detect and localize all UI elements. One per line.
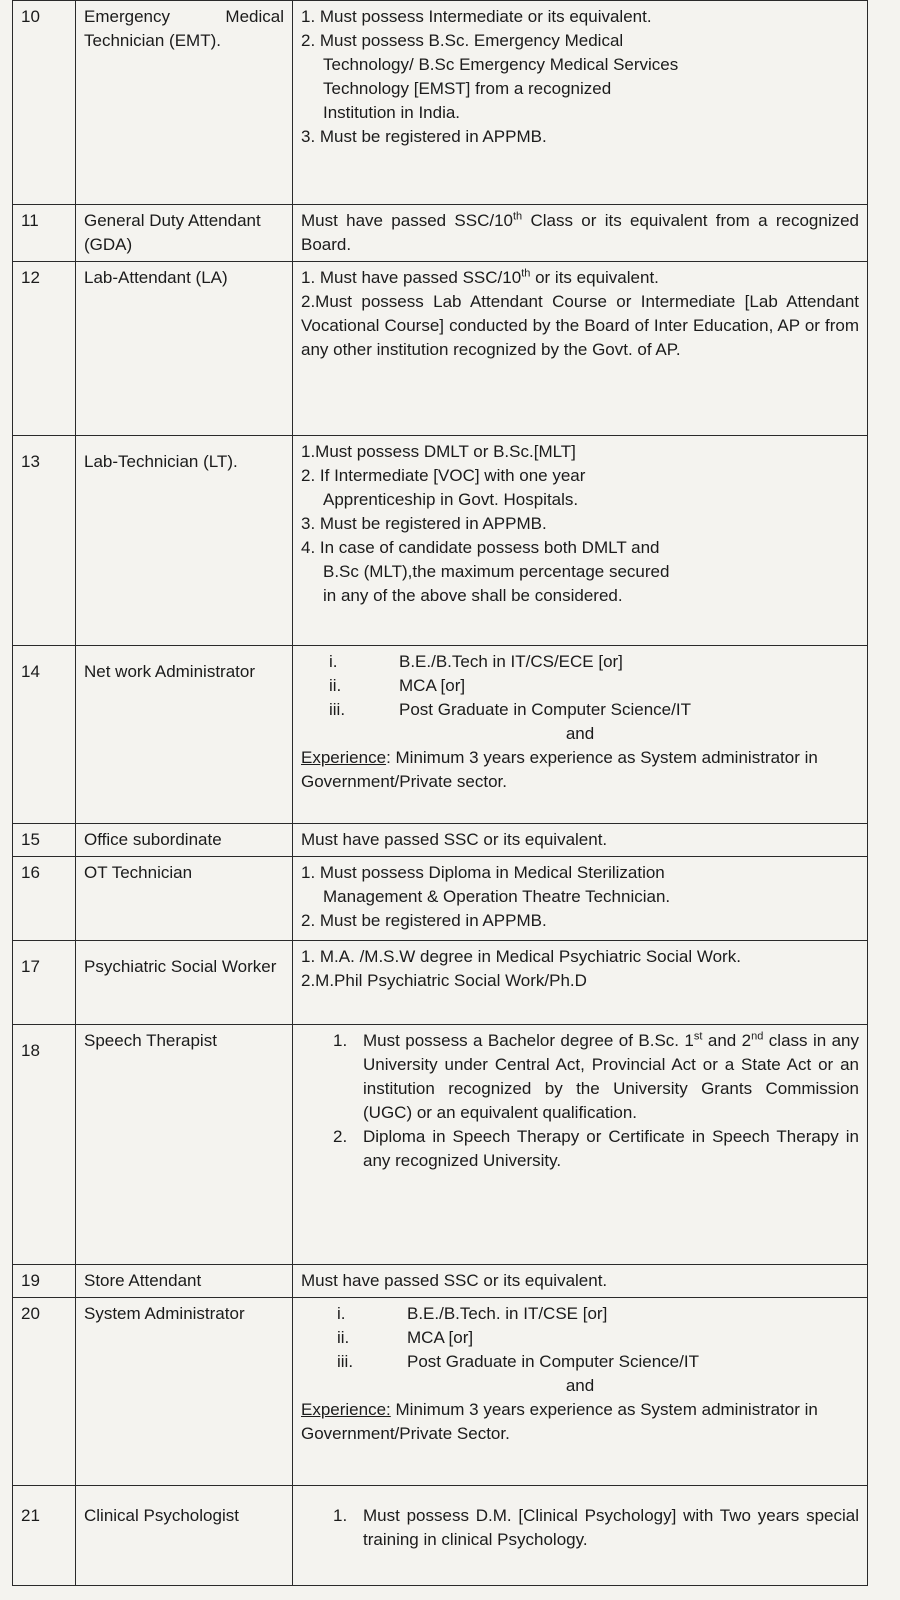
table-row [13, 857, 868, 941]
table-row [13, 205, 868, 262]
post-name: OT Technician [76, 857, 293, 941]
table-row [13, 824, 868, 857]
table-row [13, 646, 868, 824]
table-row [13, 1298, 868, 1486]
serial-number: 14 [13, 646, 76, 824]
table-row [13, 436, 868, 646]
qualification: 1. Must possess a Bachelor degree of B.Sc. 1st and 2nd class in any University under Central Act, Provincial Act or a State Act or an institution recognized by the University Grants Commission (UGC) or an equivalent qualification. 2. Diploma in Speech Therapy or Certificate in Speech Therapy in any recognized University. [293, 1025, 868, 1265]
serial-number: 15 [13, 824, 76, 857]
table-row [13, 262, 868, 436]
qualification: 1. M.A. /M.S.W degree in Medical Psychiatric Social Work. 2.M.Phil Psychiatric Social Work/Ph.D [293, 941, 868, 1025]
post-name: Office subordinate [76, 824, 293, 857]
post-name: Lab-Attendant (LA) [76, 262, 293, 436]
qualification-table [12, 0, 868, 1586]
qualification: 1. Must have passed SSC/10th or its equivalent. 2.Must possess Lab Attendant Course or Intermediate [Lab Attendant Vocational Course] conducted by the Board of Inter Education, AP or from any other institution recognized by the Govt. of AP. [293, 262, 868, 436]
post-name: System Administrator [76, 1298, 293, 1486]
table-row [13, 1, 868, 205]
serial-number: 17 [13, 941, 76, 1025]
qualification: i. B.E./B.Tech in IT/CS/ECE [or] ii. MCA [or] iii. Post Graduate in Computer Science/IT and Experience: Minimum 3 years experience as System administrator in Government/Private sector. [293, 646, 868, 824]
table-row [13, 1486, 868, 1586]
qualification: Must have passed SSC or its equivalent. [293, 1265, 868, 1298]
serial-number: 19 [13, 1265, 76, 1298]
post-name: Lab-Technician (LT). [76, 436, 293, 646]
post-name: Psychiatric Social Worker [76, 941, 293, 1025]
post-name: Net work Administrator [76, 646, 293, 824]
qualification: Must have passed SSC or its equivalent. [293, 824, 868, 857]
qualification: Must have passed SSC/10th Class or its equivalent from a recognized Board. [293, 205, 868, 262]
serial-number: 13 [13, 436, 76, 646]
qualification: 1.Must possess DMLT or B.Sc.[MLT] 2. If Intermediate [VOC] with one year Apprenticeship in Govt. Hospitals. 3. Must be registered in APPMB. 4. In case of candidate possess both DMLT and B.Sc (MLT),the maximum percentage secured in any of the above shall be considered. [293, 436, 868, 646]
table-row [13, 1265, 868, 1298]
qualification: 1. Must possess Intermediate or its equivalent. 2. Must possess B.Sc. Emergency Medical Technology/ B.Sc Emergency Medical Services Technology [EMST] from a recognized Institution in India. 3. Must be registered in APPMB. [293, 1, 868, 205]
serial-number: 16 [13, 857, 76, 941]
table-row [13, 1025, 868, 1265]
post-name: General Duty Attendant (GDA) [76, 205, 293, 262]
serial-number: 18 [13, 1025, 76, 1265]
post-name: Emergency Medical Technician (EMT). [76, 1, 293, 205]
serial-number: 11 [13, 205, 76, 262]
post-name: Clinical Psychologist [76, 1486, 293, 1586]
post-name: Store Attendant [76, 1265, 293, 1298]
post-name: Speech Therapist [76, 1025, 293, 1265]
serial-number: 10 [13, 1, 76, 205]
qualification: 1. Must possess Diploma in Medical Sterilization Management & Operation Theatre Technician. 2. Must be registered in APPMB. [293, 857, 868, 941]
table-row [13, 941, 868, 1025]
serial-number: 12 [13, 262, 76, 436]
qualification: i. B.E./B.Tech. in IT/CSE [or] ii. MCA [or] iii. Post Graduate in Computer Science/IT and Experience: Minimum 3 years experience as System administrator in Government/Private Sector. [293, 1298, 868, 1486]
serial-number: 21 [13, 1486, 76, 1586]
qualification: 1. Must possess D.M. [Clinical Psychology] with Two years special training in clinical Psychology. [293, 1486, 868, 1586]
serial-number: 20 [13, 1298, 76, 1486]
